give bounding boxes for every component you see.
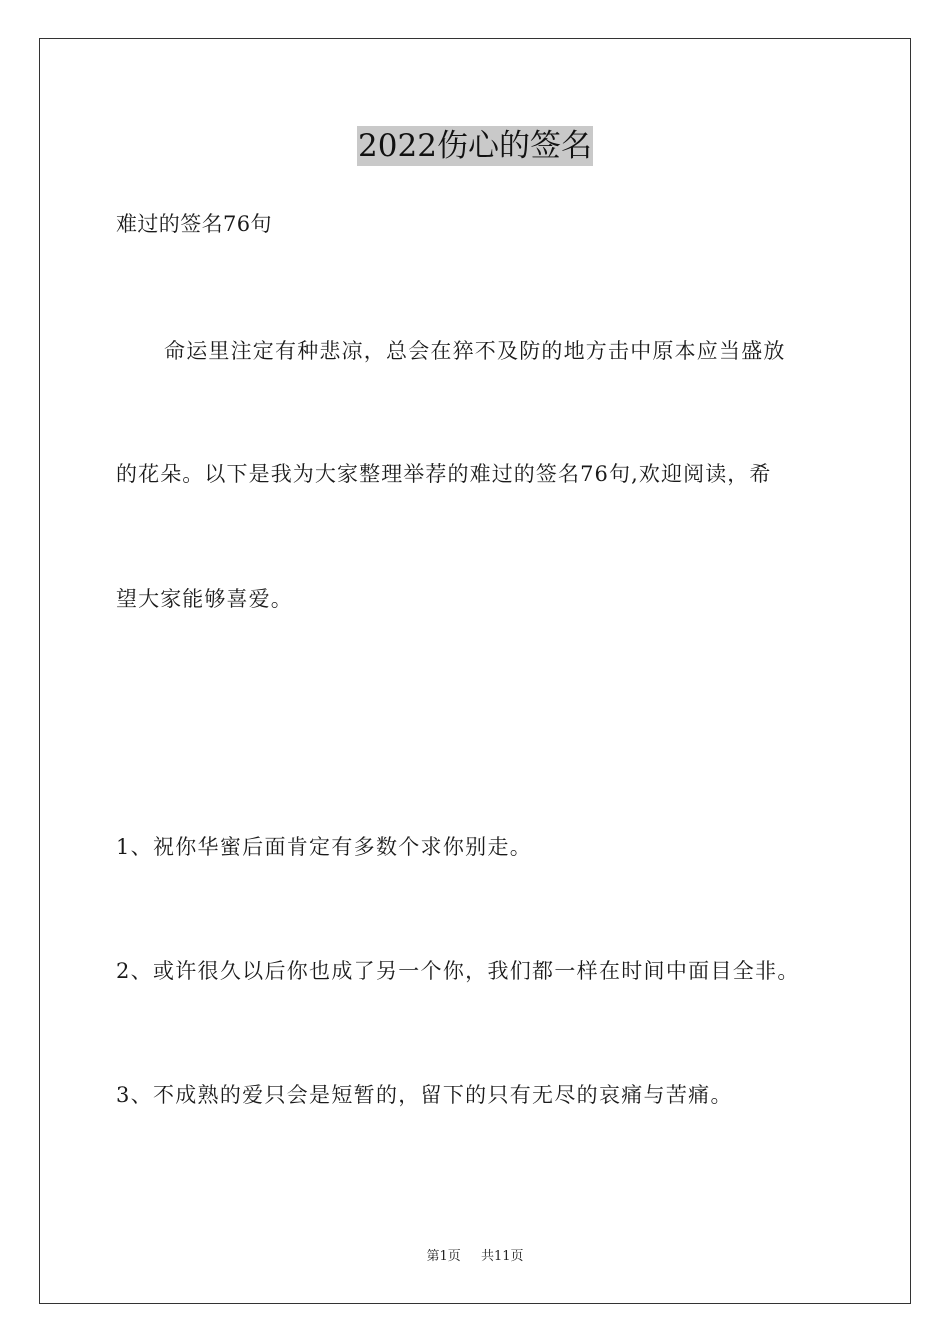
page-number-total: 共11页: [480, 1249, 524, 1264]
page-number-current: 第1页: [426, 1249, 461, 1264]
document-title: 2022伤心的签名: [358, 128, 592, 164]
intro-line-2: 的花朵。以下是我为大家整理举荐的难过的签名76句,欢迎阅读，希: [116, 462, 772, 486]
page-footer: [0, 1248, 950, 1266]
list-item: 2、或许很久以后你也成了另一个你，我们都一样在时间中面目全非。: [116, 959, 800, 983]
document-subtitle: 难过的签名76句: [116, 212, 272, 236]
list-item: 3、不成熟的爱只会是短暂的，留下的只有无尽的哀痛与苦痛。: [116, 1083, 733, 1107]
title-container: [0, 126, 950, 166]
list-item: 1、祝你华蜜后面肯定有多数个求你别走。: [116, 835, 533, 859]
intro-line-3: 望大家能够喜爱。: [116, 587, 293, 611]
intro-line-1: 命运里注定有种悲凉，总会在猝不及防的地方击中原本应当盛放: [164, 339, 786, 363]
